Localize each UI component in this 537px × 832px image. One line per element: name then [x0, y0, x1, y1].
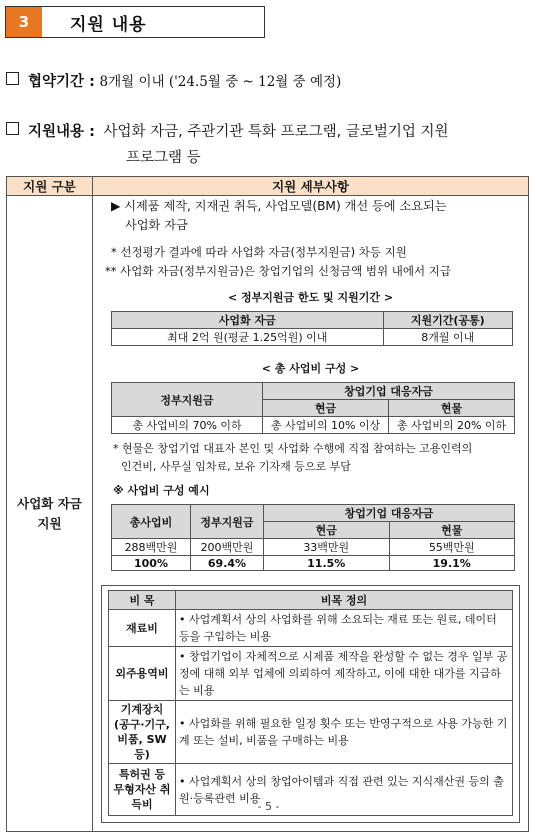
ex-gov-pct: 69.4%	[191, 556, 264, 571]
ex-header-total: 총사업비	[112, 505, 191, 539]
cost-item-def: • 사업계획서 상의 사업화를 위해 소요되는 재료 또는 원료, 데이터 등을 구입하는 비용	[176, 610, 513, 647]
comp-header-gov: 정부지원금	[112, 383, 263, 417]
cost-item-name: 특허권 등 무형자산 취득비	[109, 764, 176, 816]
comp-header-inkind: 현물	[389, 400, 515, 417]
content-label: 지원내용 :	[28, 124, 95, 140]
limit-header-period: 지원기간(공통)	[383, 312, 512, 329]
header-category: 지원 구분	[7, 177, 93, 196]
inkind-note-2: 인건비, 사무실 임차료, 보유 기자재 등으로 부담	[121, 460, 351, 473]
cost-box	[101, 585, 520, 823]
cost-table	[108, 590, 513, 816]
ex-header-gov: 정부지원금	[191, 505, 264, 539]
header-details: 지원 세부사항	[93, 177, 529, 196]
content-text-1: 사업화 자금, 주관기관 특화 프로그램, 글로벌기업 지원	[103, 124, 449, 140]
details-cell	[93, 196, 529, 832]
example-title: ※ 사업비 구성 예시	[113, 484, 210, 497]
comp-header-cash: 현금	[263, 400, 389, 417]
composition-table	[111, 382, 515, 434]
cost-item-name: 외주용역비	[109, 647, 176, 701]
ex-total-pct: 100%	[112, 556, 191, 571]
period-label: 협약기간 :	[28, 74, 95, 90]
category-cell	[7, 196, 93, 832]
period-text: 8개월 이내 ('24.5월 중 ~ 12월 중 예정)	[99, 74, 342, 90]
ex-cash-pct: 11.5%	[264, 556, 390, 571]
category-line2: 지원	[37, 515, 62, 531]
ex-cash: 33백만원	[264, 539, 390, 556]
comp-cash: 총 사업비의 10% 이상	[263, 417, 389, 434]
content-text-2: 프로그램 등	[126, 150, 201, 166]
bullet-1-cont: 사업화 자금	[125, 218, 188, 232]
bullet-1: ▶ 시제품 제작, 지재권 취득, 사업모델(BM) 개선 등에 소요되는	[111, 199, 447, 213]
section-header	[5, 6, 265, 38]
comp-gov: 총 사업비의 70% 이하	[112, 417, 263, 434]
cost-item-def: • 사업화를 위해 필요한 일정 횟수 또는 반영구적으로 사용 가능한 기계 또는 설비, 비품을 구매하는 비용	[176, 701, 513, 764]
checkbox-icon	[6, 122, 19, 135]
ex-total: 288백만원	[112, 539, 191, 556]
period-line	[6, 70, 341, 91]
ex-header-match: 창업기업 대응자금	[264, 505, 515, 522]
note-2: ** 사업화 자금(정부지원금)은 창업기업의 신청금액 범위 내에서 지급	[105, 264, 452, 278]
checkbox-icon	[6, 72, 19, 85]
cost-item-def: • 창업기업이 자체적으로 시제품 제작을 완성할 수 없는 경우 일부 공정에 대해 외부 업체에 의뢰하여 제작하고, 이에 대한 대가를 지급하는 비용	[176, 647, 513, 701]
section-title: 지원 내용	[70, 14, 147, 35]
cost-item-name: 재료비	[109, 610, 176, 647]
ex-inkind-pct: 19.1%	[389, 556, 515, 571]
ex-header-cash: 현금	[264, 522, 390, 539]
ex-inkind: 55백만원	[389, 539, 515, 556]
content-line	[6, 120, 449, 141]
cost-item-def: • 사업계획서 상의 창업아이템과 직접 관련 있는 지식재산권 등의 출원·등록관련 비용	[176, 764, 513, 816]
limit-table	[111, 311, 513, 346]
limit-title: < 정부지원금 한도 및 지원기간 >	[227, 291, 394, 304]
comp-inkind: 총 사업비의 20% 이하	[389, 417, 515, 434]
cost-item-name: 기계장치 (공구·기구, 비품, SW 등)	[109, 701, 176, 764]
cost-header-item: 비 목	[109, 591, 176, 610]
support-table	[6, 176, 529, 832]
category-line1: 사업화 자금	[17, 495, 82, 511]
cost-header-def: 비목 정의	[176, 591, 513, 610]
comp-header-match: 창업기업 대응자금	[263, 383, 515, 400]
page-number: - 5 -	[257, 800, 280, 813]
ex-gov: 200백만원	[191, 539, 264, 556]
ex-header-inkind: 현물	[389, 522, 515, 539]
limit-fund: 최대 2억 원(평균 1.25억원) 이내	[112, 329, 384, 346]
example-table	[111, 504, 515, 571]
note-1: * 선정평가 결과에 따라 사업화 자금(정부지원금) 차등 지원	[111, 245, 407, 259]
limit-header-fund: 사업화 자금	[112, 312, 384, 329]
section-number: 3	[6, 7, 42, 37]
composition-title: < 총 사업비 구성 >	[261, 362, 360, 375]
inkind-note-1: * 현물은 창업기업 대표자 본인 및 사업화 수행에 직접 참여하는 고용인력의	[113, 442, 473, 455]
limit-period: 8개월 이내	[383, 329, 512, 346]
